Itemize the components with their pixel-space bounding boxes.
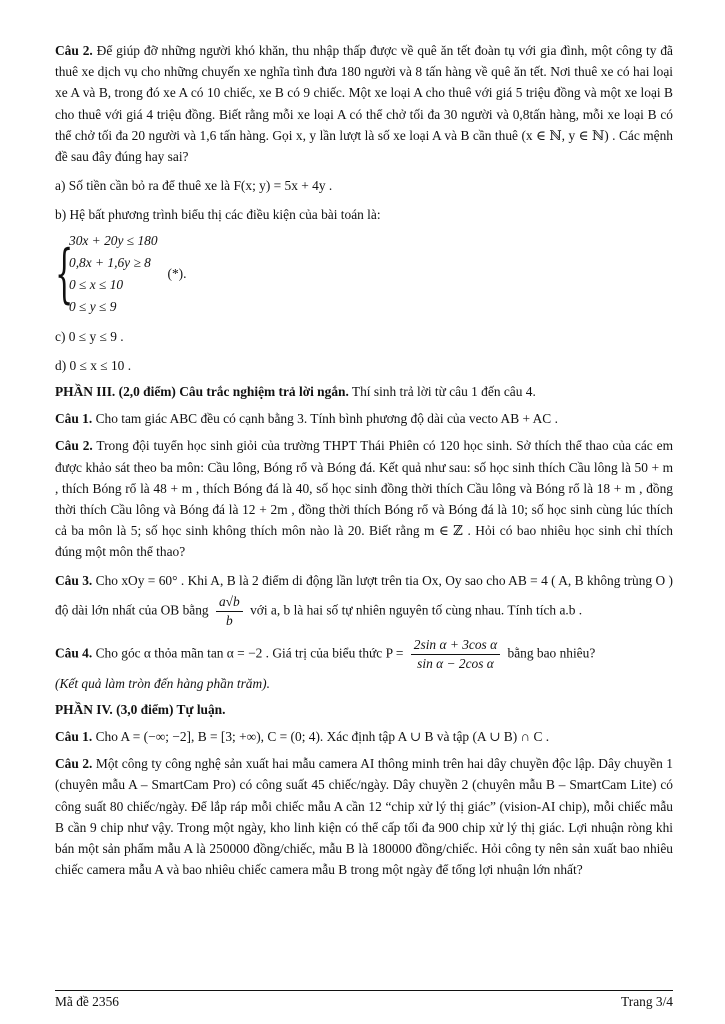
p4-q2-text: Một công ty công nghệ sản xuất hai mẫu camera AI thông minh trên hai dây chuyền độc lập. Dây chuyền 1 (chuyên mẫu A – SmartCam Pro) có công suất 45 chiếc/ngày. Dây chuyền 2 (chuyên mẫu B – SmartCam Lite) có công suất 80 chiếc/ngày. Để lắp ráp mỗi chiếc mẫu A cần 12 “chip xử lý thị giác” (vision-AI chip), mỗi chiếc mẫu B cần 9 chip như vậy. Trong một ngày, kho linh kiện có thể cấp tối đa 900 chip xử lý thị giác. Lợi nhuận ròng khi bán một sản phẩm mẫu A là 250000 đồng/chiếc, mẫu B là 180000 đồng/chiếc. Hỏi công ty nên sản xuất bao nhiêu chiếc camera mẫu A và bao nhiêu chiếc camera mẫu B trong một ngày để tổng lợi nhuận lớn nhất? <box>55 756 673 878</box>
inequality-system <box>55 230 673 318</box>
p4-q2 <box>55 753 673 880</box>
p3-q2-label: Câu 2. <box>55 438 93 454</box>
p3-q1-label: Câu 1. <box>55 411 93 427</box>
p3-q4-text-b: bằng bao nhiêu? <box>507 645 596 661</box>
p4-q2-label: Câu 2. <box>55 756 93 772</box>
page-footer <box>55 990 673 1010</box>
p3-q3-text-b: với a, b là hai số tự nhiên nguyên tố cùng nhau. Tính tích a.b . <box>250 602 583 618</box>
part3-heading <box>55 381 673 402</box>
p3-q3-fraction <box>216 593 243 630</box>
p3-q3 <box>55 569 673 630</box>
p3-q4 <box>55 636 673 673</box>
p3-q3-label: Câu 3. <box>55 572 93 588</box>
p3-q4-note: (Kết quả làm tròn đến hàng phần trăm). <box>55 675 270 691</box>
p4-q1 <box>55 726 673 747</box>
fraction-denominator: sin α − 2cos α <box>417 655 494 671</box>
system-line: 0,8x + 1,6y ≥ 8 <box>69 254 151 270</box>
p4-q1-text: Cho A = (−∞; −2], B = [3; +∞), C = (0; 4). Xác định tập A ∪ B và tập (A ∪ B) ∩ C . <box>95 729 550 745</box>
system-line: 0 ≤ y ≤ 9 <box>69 298 117 314</box>
part3-note: Thí sinh trả lời từ câu 1 đến câu 4. <box>348 384 536 400</box>
system-line: 30x + 20y ≤ 180 <box>69 232 158 248</box>
p3-q4-text-a: Cho góc α thỏa mãn tan α = −2 . Giá trị của biểu thức P = <box>95 645 404 661</box>
exam-code: Mã đề 2356 <box>55 994 119 1009</box>
part3-title: PHẦN III. (2,0 điểm) Câu trắc nghiệm trả lời ngắn. <box>55 384 349 400</box>
part4-title: PHẦN IV. (3,0 điểm) Tự luận. <box>55 701 226 717</box>
p3-q4-label: Câu 4. <box>55 645 93 661</box>
system-line: 0 ≤ x ≤ 10 <box>69 276 124 292</box>
p4-q1-label: Câu 1. <box>55 729 93 745</box>
system-lines <box>69 230 158 318</box>
q2-option-c: c) 0 ≤ y ≤ 9 . <box>55 328 124 344</box>
q2-paragraph <box>55 40 673 167</box>
p3-q4-fraction <box>411 636 500 673</box>
exam-page <box>55 40 673 880</box>
page-number: Trang 3/4 <box>621 994 673 1009</box>
q2-option-d: d) 0 ≤ x ≤ 10 . <box>55 357 132 373</box>
p3-q3-text-a: Cho xOy = 60° . Khi A, B là 2 điểm di động lần lượt trên tia Ox, Oy sao cho AB = 4 ( A, B không trùng O ) độ dài lớn nhất của OB bằng <box>55 572 673 618</box>
p3-q1-text: Cho tam giác ABC đều có cạnh bằng 3. Tính bình phương độ dài của vecto AB + AC . <box>95 411 558 427</box>
fraction-numerator: a√b <box>216 593 243 612</box>
q2-option-a: a) Số tiền cần bỏ ra để thuê xe là F(x; y) = 5x + 4y . <box>55 178 333 194</box>
q2-option-b: b) Hệ bất phương trình biểu thị các điều kiện của bài toán là: <box>55 207 381 223</box>
p3-q2-text: Trong đội tuyển học sinh giỏi của trường THPT Thái Phiên có 120 học sinh. Sở thích thể thao của các em được khảo sát theo ba môn: Cầu lông, Bóng rổ và Bóng đá. Kết quả như sau: số học sinh thích Cầu lông là 50 + m , thích Bóng rổ là 48 + m , thích Bóng đá là 40, số học sinh đồng thời thích Cầu lông và Bóng rổ là 18 + m , đồng thời thích Cầu lông và Bóng đá là 12 + 2m , đồng thời thích Bóng rổ và Bóng đá là 10; số học sinh cùng lúc thích cả ba môn là 5; số học sinh không thích môn nào là 20. Biết rằng m ∈ ℤ . Hỏi có bao nhiêu học sinh chỉ thích đúng một môn thể thao? <box>55 438 673 560</box>
p3-q1 <box>55 408 673 429</box>
system-tag: (*). <box>167 265 187 281</box>
q2-text: Để giúp đỡ những người khó khăn, thu nhập thấp được về quê ăn tết đoàn tụ với gia đình, một công ty đã thuê xe dịch vụ cho những chuyến xe nghĩa tình đưa 180 người và 8 tấn hàng về quê ăn tết. Nơi thuê xe có hai loại xe A và B, trong đó xe A có 10 chiếc, xe B có 9 chiếc. Một xe loại A cho thuê với giá 5 triệu đồng và một xe loại B cho thuê với giá 4 triệu đồng. Biết rằng mỗi xe loại A có thể chở tối đa 30 người và 0,8tấn hàng, mỗi xe loại B có thể chở tối đa 20 người và 1,6 tấn hàng. Gọi x, y lần lượt là số xe loại A và B cần thuê (x ∈ ℕ, y ∈ ℕ) . Các mệnh đề sau đây đúng hay sai? <box>55 43 673 165</box>
fraction-numerator: 2sin α + 3cos α <box>411 636 500 655</box>
brace-icon: { <box>55 236 74 311</box>
q2-label: Câu 2. <box>55 43 93 58</box>
p3-q2 <box>55 435 673 562</box>
fraction-denominator: b <box>225 612 233 628</box>
